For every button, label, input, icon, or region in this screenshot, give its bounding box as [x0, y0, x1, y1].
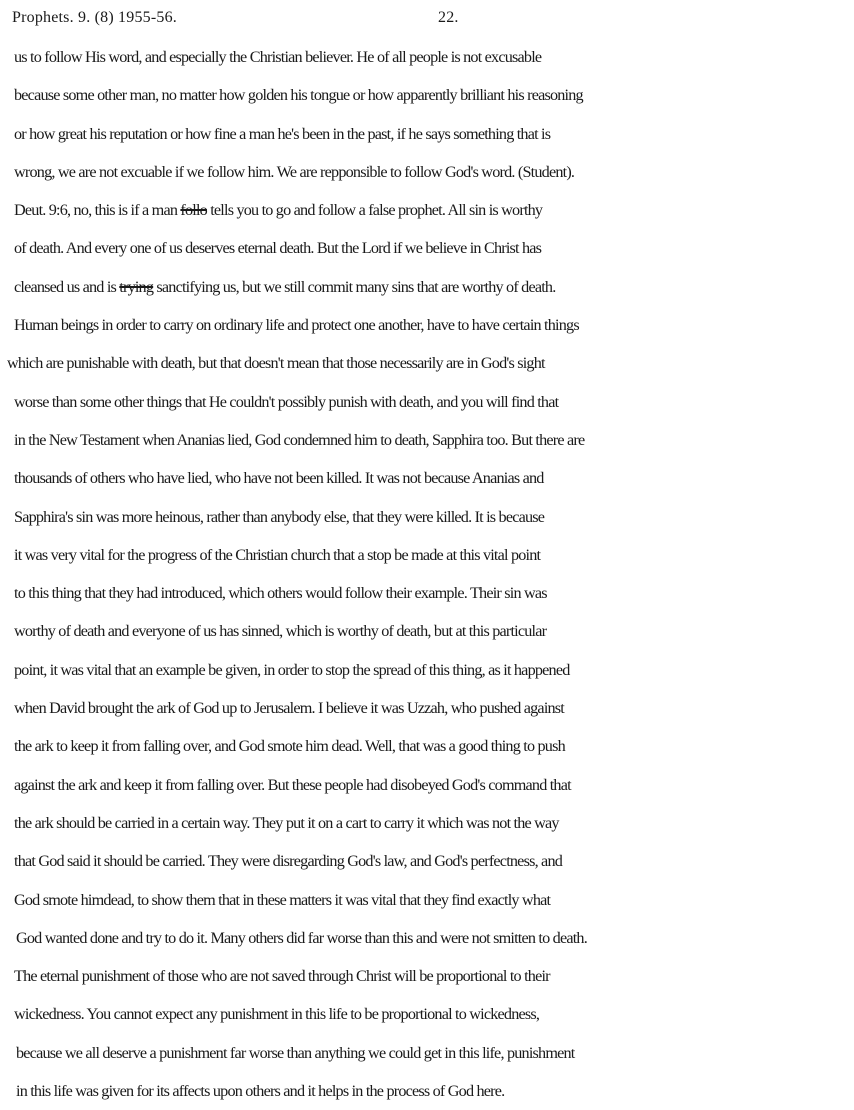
text-segment: tells you to go and follow a false prophet. All sin is worthy	[206, 201, 543, 220]
text-line: Sapphira's sin was more heinous, rather than anybody else, that they were killed. It is because	[14, 507, 545, 526]
text-line: because we all deserve a punishment far worse than anything we could get in this life, punishment	[16, 1043, 575, 1062]
text-line: wickedness. You cannot expect any punishment in this life to be proportional to wickedness,	[14, 1005, 540, 1024]
text-line: worthy of death and everyone of us has sinned, which is worthy of death, but at this particular	[14, 622, 547, 641]
text-line	[0, 191, 854, 229]
page-header	[12, 6, 842, 30]
text-line: God smote himdead, to show them that in these matters it was vital that they find exactly what	[14, 890, 551, 909]
body-text	[0, 38, 854, 1110]
struck-word: trying	[119, 277, 154, 296]
text-line: wrong, we are not excuable if we follow him. We are repponsible to follow God's word. (Student).	[14, 162, 575, 181]
text-line: that God said it should be carried. They were disregarding God's law, and God's perfectness, and	[14, 852, 563, 871]
text-line: thousands of others who have lied, who have not been killed. It was not because Ananias and	[14, 469, 544, 488]
text-line: The eternal punishment of those who are not saved through Christ will be proportional to their	[14, 967, 550, 986]
series-label: Prophets. 9. (8) 1955-56.	[12, 9, 177, 26]
text-line: of death. And every one of us deserves eternal death. But the Lord if we believe in Christ has	[14, 239, 542, 258]
text-line: us to follow His word, and especially the Christian believer. He of all people is not excusable	[14, 48, 542, 66]
text-segment: sanctifying us, but we still commit many sins that are worthy of death.	[153, 277, 556, 296]
text-line: point, it was vital that an example be given, in order to stop the spread of this thing, as it happened	[14, 660, 570, 679]
text-line: Human beings in order to carry on ordinary life and protect one another, have to have certain things	[14, 316, 579, 335]
text-line: it was very vital for the progress of the Christian church that a stop be made at this vital point	[14, 545, 541, 564]
text-line: worse than some other things that He couldn't possibly punish with death, and you will find that	[14, 392, 559, 411]
text-line: or how great his reputation or how fine a man he's been in the past, if he says something that is	[14, 124, 551, 143]
struck-word: follo	[180, 201, 207, 220]
text-line: in this life was given for its affects upon others and it helps in the process of God here.	[16, 1082, 505, 1101]
text-line: the ark to keep it from falling over, and God smote him dead. Well, that was a good thing to push	[14, 737, 565, 756]
text-line	[0, 268, 854, 306]
text-segment: Deut. 9:6, no, this is if a man	[14, 201, 181, 220]
text-line: God wanted done and try to do it. Many others did far worse than this and were not smitten to death.	[16, 928, 587, 947]
text-line: because some other man, no matter how golden his tongue or how apparently brilliant his reasoning	[14, 86, 583, 105]
text-line: in the New Testament when Ananias lied, God condemned him to death, Sapphira too. But there are	[14, 430, 585, 449]
text-line: to this thing that they had introduced, which others would follow their example. Their sin was	[14, 584, 547, 603]
page-number: 22.	[438, 9, 459, 26]
text-line: which are punishable with death, but that doesn't mean that those necessarily are in God's sight	[7, 354, 545, 373]
text-segment: cleansed us and is	[14, 277, 120, 296]
text-line: against the ark and keep it from falling over. But these people had disobeyed God's command that	[14, 775, 571, 794]
text-line: the ark should be carried in a certain way. They put it on a cart to carry it which was not the way	[14, 813, 559, 832]
text-line: when David brought the ark of God up to Jerusalem. I believe it was Uzzah, who pushed against	[14, 699, 565, 718]
